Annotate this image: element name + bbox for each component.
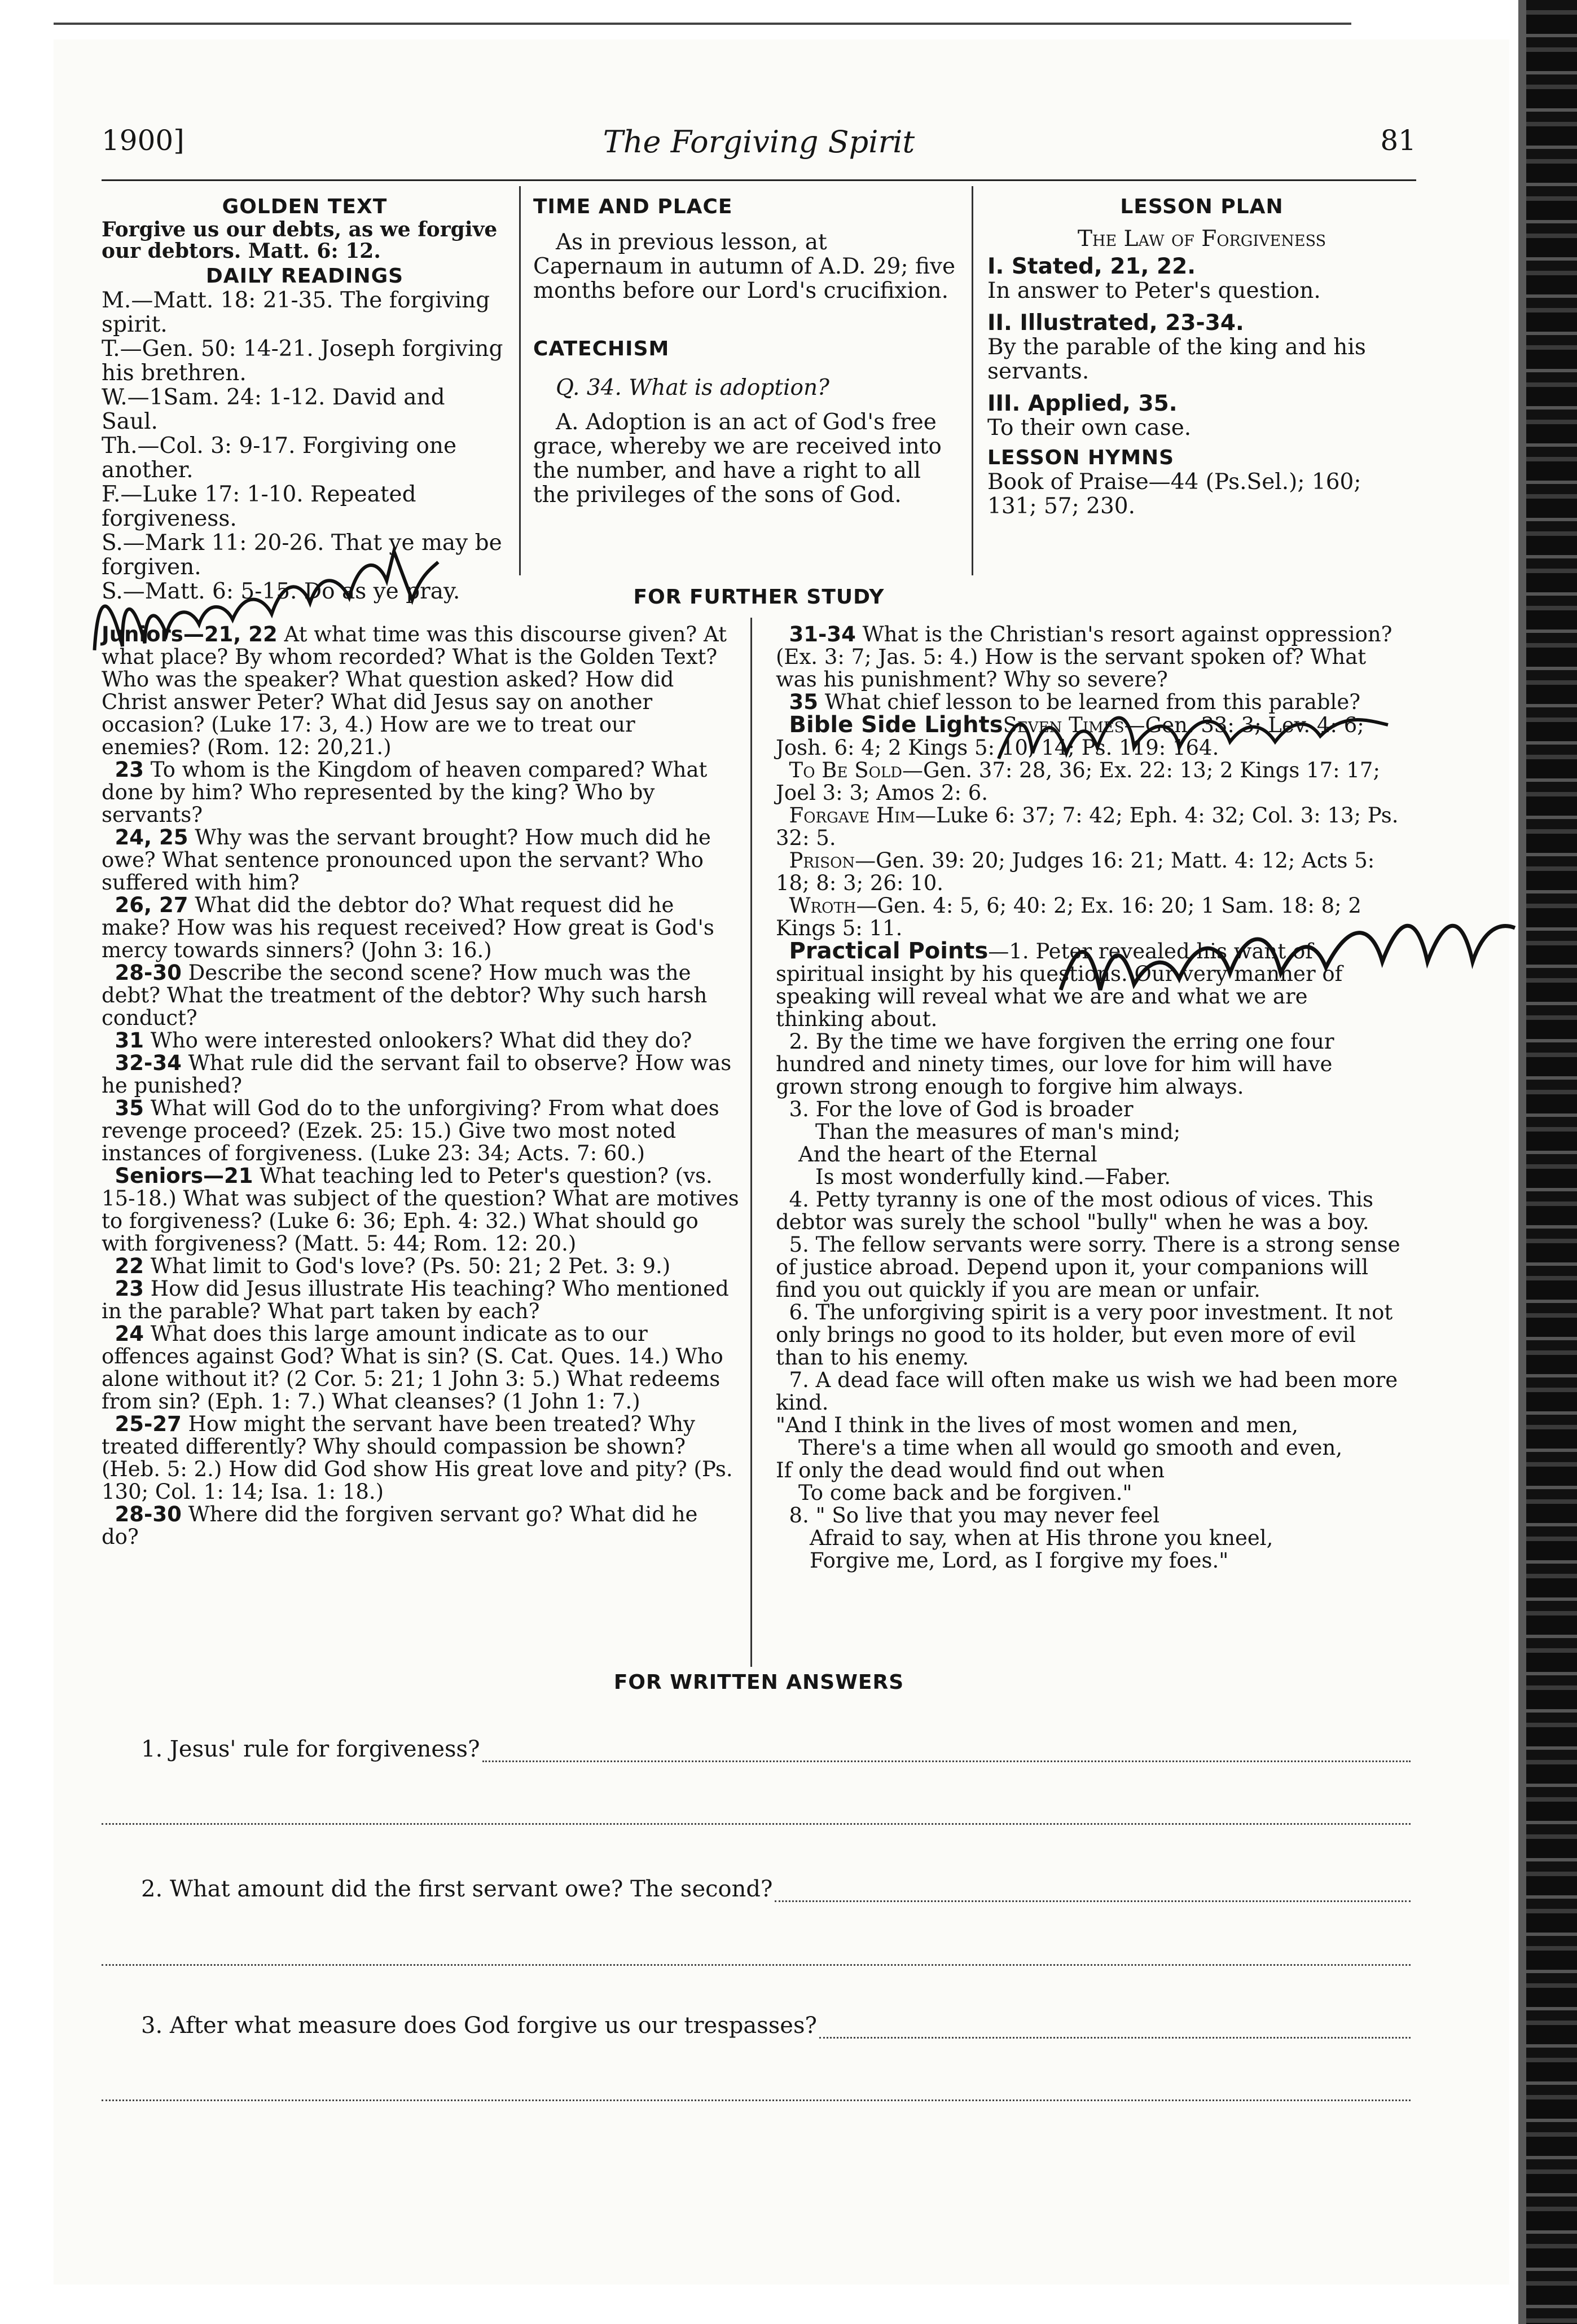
- answer-field[interactable]: [819, 2017, 1411, 2039]
- question-ref: 28-30: [115, 1502, 182, 1526]
- question-text: What chief lesson to be learned from this parable?: [824, 690, 1361, 714]
- practical-point-text: 5. The fellow servants were sorry. There is a strong sense of justice abroad. Depend upon it, your companions will find you out quickly if you are mean or unfair.: [776, 1233, 1400, 1302]
- poem-line: Afraid to say, when at His throne you kneel,: [810, 1526, 1273, 1550]
- seniors-item: [102, 1165, 739, 1255]
- seniors-item: [102, 1323, 739, 1413]
- plan-item-desc: To their own case.: [987, 415, 1192, 441]
- question-item: [776, 623, 1402, 691]
- question-ref: 22: [115, 1254, 144, 1278]
- reading-day: T.—Gen. 50: 14-21.: [102, 336, 314, 362]
- seniors-item: [102, 1278, 739, 1323]
- question-ref: 28-30: [115, 961, 182, 985]
- daily-readings-heading: DAILY READINGS: [205, 265, 404, 288]
- reading-item: [102, 337, 508, 385]
- juniors-item: [102, 962, 739, 1029]
- golden-text-heading: GOLDEN TEXT: [222, 195, 388, 218]
- reading-desc: That ye may be forgiven.: [102, 530, 502, 580]
- question-ref: Juniors—21, 22: [102, 622, 278, 646]
- reading-item: [102, 288, 508, 337]
- lesson-plan-item: [987, 254, 1416, 303]
- practical-point-text: 7. A dead face will often make us wish we had been more kind.: [776, 1368, 1398, 1415]
- header-rule: [102, 179, 1416, 181]
- poem-line: "And I think in the lives of most women and men,: [776, 1413, 1299, 1437]
- reading-item: [102, 482, 508, 531]
- reading-item: [102, 385, 508, 434]
- question-ref: 24: [115, 1322, 144, 1346]
- poem-line: Than the measures of man's mind;: [815, 1120, 1181, 1144]
- practical-point-text: 2. By the time we have forgiven the erring one four hundred and ninety times, our love for him will have grown strong enough to forgive him always.: [776, 1029, 1334, 1099]
- header-title: The Forgiving Spirit: [603, 124, 915, 160]
- question-text: Where did the forgiven servant go? What did he do?: [102, 1502, 698, 1549]
- question-text: How might the servant have been treated? Why treated differently? Why should compassion be shown? (Heb. 5: 2.) How did God show His great love and pity? (Ps. 130; Col. 1: 14; Isa. 1: 18.): [102, 1412, 733, 1504]
- reading-desc: Do as ye pray.: [304, 579, 460, 604]
- golden-text: Forgive us our debts, as we forgive our debtors. Matt. 6: 12.: [102, 218, 498, 263]
- page-number: 81: [1380, 124, 1416, 157]
- answer-field[interactable]: [775, 1880, 1411, 1902]
- question-ref: 32-34: [115, 1051, 182, 1075]
- poem-line: To come back and be forgiven.": [798, 1481, 1132, 1505]
- plan-item-title: I. Stated, 21, 22.: [987, 254, 1196, 279]
- answer-line[interactable]: [102, 1821, 1411, 1825]
- written-question-1: [141, 1736, 1411, 1762]
- practical-point: [776, 1098, 1402, 1121]
- practical-point: [776, 1234, 1402, 1301]
- question-text: What will God do to the unforgiving? From what does revenge proceed? (Ezek. 25: 15.) Give two most noted instances of forgiveness. (Luke 23: 34; Acts. 7: 60.): [102, 1096, 719, 1165]
- practical-point-text: 1. Peter revealed his want of spiritual insight by his questions. Our very manner of speaking will reveal what we are and what we are thinking about.: [776, 939, 1343, 1031]
- question-ref: Seniors—21: [115, 1164, 253, 1188]
- lesson-hymns-text: Book of Praise—44 (Ps.Sel.); 160; 131; 57; 230.: [987, 469, 1361, 519]
- question-text: What does this large amount indicate as to our offences against God? What is sin? (S. Cat. Ques. 14.) Who alone without it? (2 Cor. 5: 21; 1 John 3: 5.) What redeems from sin? (Eph. 1: 7.) What cleanses? (1 John 1: 7.): [102, 1322, 723, 1414]
- signature-fraser: [993, 702, 1411, 772]
- question-text: What is the Christian's resort against oppression? (Ex. 3: 7; Jas. 5: 4.) How is the servant spoken of? What was his punishment? Why so severe?: [776, 622, 1392, 692]
- question-text: What did the debtor do? What request did he make? How was his request received? How great is God's mercy towards sinners? (John 3: 16.): [102, 893, 714, 962]
- juniors-item: [102, 1029, 739, 1052]
- question-ref: 23: [115, 1277, 144, 1301]
- practical-point-text: 6. The unforgiving spirit is a very poor investment. It not only brings no good to its holder, but even more of evil than to his enemy.: [776, 1300, 1393, 1370]
- reading-day: W.—1Sam. 24: 1-12.: [102, 385, 326, 410]
- question-text: Who were interested onlookers? What did they do?: [150, 1028, 692, 1053]
- written-question-text: 2. What amount did the first servant owe? The second?: [141, 1876, 773, 1902]
- poem-line: Is most wonderfully kind.—Faber.: [815, 1165, 1171, 1189]
- side-light-text: —Luke 6: 37; 7: 42; Eph. 4: 32; Col. 3: 13; Ps. 32: 5.: [776, 803, 1399, 850]
- question-text: To whom is the Kingdom of heaven compared? What done by him? Who represented by the king? Who by servants?: [102, 758, 708, 827]
- seniors-item: [102, 1413, 739, 1503]
- poem-faber: [776, 1121, 1402, 1189]
- side-light-text: —Gen. 4: 5, 6; 40: 2; Ex. 16: 20; 1 Sam. 18: 8; 2 Kings 5: 11.: [776, 893, 1361, 940]
- answer-field[interactable]: [482, 1740, 1411, 1762]
- juniors-item: [102, 759, 739, 826]
- seniors-item: [102, 1255, 739, 1278]
- side-light-text: —Gen. 33: 3; Lev. 4: 6; Josh. 6: 4; 2 Kings 5: 10, 14; Ps. 119: 164.: [776, 713, 1364, 760]
- column-divider: [750, 618, 752, 1667]
- lesson-plan-item: [987, 391, 1416, 440]
- poem-line: If only the dead would find out when: [776, 1458, 1165, 1482]
- question-text: What limit to God's love? (Ps. 50: 21; 2 Pet. 3: 9.): [150, 1254, 671, 1278]
- time-place-column: [533, 195, 962, 507]
- further-study-heading: FOR FURTHER STUDY: [633, 586, 885, 609]
- seniors-item: [102, 1503, 739, 1548]
- catechism-answer: A. Adoption is an act of God's free grace, whereby we are received into the number, and have a right to all the privileges of the sons of God.: [533, 410, 942, 508]
- question-ref: 26, 27: [115, 893, 188, 917]
- reading-day: S.—Mark 11: 20-26.: [102, 530, 324, 556]
- juniors-item: [102, 826, 739, 894]
- reading-day: F.—Luke 17: 1-10.: [102, 482, 304, 507]
- reading-day: Th.—Col. 3: 9-17.: [102, 433, 296, 459]
- question-text: What rule did the servant fail to observe? How was he punished?: [102, 1051, 732, 1098]
- side-light-label: To Be Sold: [789, 758, 902, 782]
- column-divider: [519, 186, 521, 575]
- question-ref: 35: [789, 690, 819, 714]
- page-header: [102, 124, 1416, 169]
- answer-line[interactable]: [102, 2097, 1411, 2101]
- time-place-heading: TIME AND PLACE: [533, 195, 733, 218]
- plan-item-desc: By the parable of the king and his servants.: [987, 334, 1366, 384]
- written-question-3: [141, 2013, 1411, 2039]
- question-text: What teaching led to Peter's question? (vs. 15-18.) What was subject of the question? What are motives to forgiveness? (Luke 6: 36; Eph. 4: 32.) What should go with forgiveness? (Matt. 5: 44; Rom. 12: 20.): [102, 1164, 739, 1256]
- question-text: How did Jesus illustrate His teaching? Who mentioned in the parable? What part taken by each?: [102, 1277, 729, 1323]
- side-light-label: Forgave Him: [789, 803, 916, 828]
- side-light-text: —Gen. 37: 28, 36; Ex. 22: 13; 2 Kings 17: 17; Joel 3: 3; Amos 2: 6.: [776, 758, 1380, 805]
- written-question-text: 3. After what measure does God forgive us our trespasses?: [141, 2013, 817, 2039]
- time-place-text: As in previous lesson, at Capernaum in autumn of A.D. 29; five months before our Lord's crucifixion.: [533, 230, 956, 303]
- lesson-hymns-heading: LESSON HYMNS: [987, 446, 1175, 469]
- practical-point: [776, 1369, 1402, 1414]
- lesson-plan-subtitle: The Law of Forgiveness: [1077, 226, 1326, 252]
- lesson-plan-item: [987, 311, 1416, 384]
- question-text: At what time was this discourse given? At what place? By whom recorded? What is the Golden Text? Who was the speaker? What question asked? How did Christ answer Peter? What did Jesus say on another occasion? (Luke 17: 3, 4.) How are we to treat our enemies? (Rom. 12: 20,21.): [102, 622, 727, 759]
- practical-point: [776, 1504, 1402, 1527]
- question-ref: 31-34: [789, 622, 856, 646]
- signature-broadhall: [1055, 905, 1518, 1015]
- written-question-text: 1. Jesus' rule for forgiveness?: [141, 1736, 480, 1762]
- poem-dead: [776, 1414, 1402, 1504]
- side-light-entry: [776, 804, 1402, 850]
- answer-line[interactable]: [102, 1962, 1411, 1966]
- plan-item-desc: In answer to Peter's question.: [987, 278, 1321, 303]
- written-answers-heading: FOR WRITTEN ANSWERS: [613, 1671, 904, 1694]
- question-text: Describe the second scene? How much was the debt? What the treatment of the debtor? Why such harsh conduct?: [102, 961, 708, 1030]
- reading-desc: David and Saul.: [102, 385, 445, 434]
- scan-top-line: [54, 23, 1351, 25]
- practical-point: [776, 1189, 1402, 1234]
- catechism-question: Q. 34. What is adoption?: [556, 375, 829, 400]
- column-divider: [972, 186, 973, 575]
- written-question-2: [141, 1876, 1411, 1902]
- side-light-label: Prison: [789, 848, 855, 873]
- poem-line: And the heart of the Eternal: [798, 1142, 1097, 1167]
- lesson-plan-column: [987, 195, 1416, 518]
- question-ref: 25-27: [115, 1412, 182, 1436]
- reading-desc: Forgiving one another.: [102, 433, 457, 483]
- side-light-label: Seven Times: [1003, 713, 1124, 737]
- reading-desc: Repeated forgiveness.: [102, 482, 416, 531]
- poem-forgive: [776, 1527, 1402, 1572]
- signature-scribble: [1055, 905, 1518, 1013]
- reading-desc: Joseph forgiving his brethren.: [102, 336, 503, 386]
- signature-scribble: [993, 702, 1411, 770]
- juniors-item: [102, 1097, 739, 1165]
- reading-desc: The forgiving spirit.: [102, 288, 490, 337]
- question-ref: 24, 25: [115, 825, 188, 850]
- question-ref: 31: [115, 1028, 144, 1053]
- side-light-entry: [776, 850, 1402, 895]
- catechism-heading: CATECHISM: [533, 337, 670, 360]
- plan-item-title: II. Illustrated, 23-34.: [987, 310, 1244, 336]
- juniors-item: [102, 1052, 739, 1097]
- poem-line: Forgive me, Lord, as I forgive my foes.": [810, 1548, 1229, 1573]
- golden-text-column: [102, 195, 508, 604]
- scan-edge-inner: [1518, 0, 1526, 2324]
- practical-points-heading: Practical Points: [789, 938, 989, 964]
- juniors-item: [102, 894, 739, 962]
- header-year: 1900]: [102, 124, 185, 157]
- side-light-text: —Gen. 39: 20; Judges 16: 21; Matt. 4: 12; Acts 5: 18; 8: 3; 26: 10.: [776, 848, 1375, 895]
- scan-edge: [1526, 0, 1577, 2324]
- question-text: Why was the servant brought? How much did he owe? What sentence pronounced upon the servant? Who suffered with him?: [102, 825, 711, 895]
- lesson-plan-heading: LESSON PLAN: [1120, 195, 1284, 218]
- question-ref: 23: [115, 758, 144, 782]
- practical-point: [776, 1031, 1402, 1098]
- plan-item-title: III. Applied, 35.: [987, 391, 1178, 416]
- practical-point-text: 3. For the love of God is broader: [789, 1097, 1134, 1121]
- practical-point: [776, 1301, 1402, 1369]
- reading-day: S.—Matt. 6: 5-15.: [102, 579, 297, 604]
- poem-line: There's a time when all would go smooth and even,: [798, 1436, 1343, 1460]
- practical-point-text: 4. Petty tyranny is one of the most odious of vices. This debtor was surely the school "bully" when he was a boy.: [776, 1187, 1373, 1234]
- reading-item: [102, 434, 508, 482]
- reading-day: M.—Matt. 18: 21-35.: [102, 288, 333, 313]
- practical-point: Practical Points—1. Peter revealed his want of spiritual insight by his questions. Our very manner of speaking will reveal what we are and what we are thinking about.: [776, 938, 1343, 1031]
- study-questions-left: [102, 623, 739, 1548]
- practical-point-text: 8. " So live that you may never feel: [789, 1503, 1160, 1528]
- bible-side-lights-heading: Bible Side Lights: [789, 712, 1003, 738]
- question-ref: 35: [115, 1096, 144, 1120]
- side-light-label: Wroth: [789, 893, 856, 918]
